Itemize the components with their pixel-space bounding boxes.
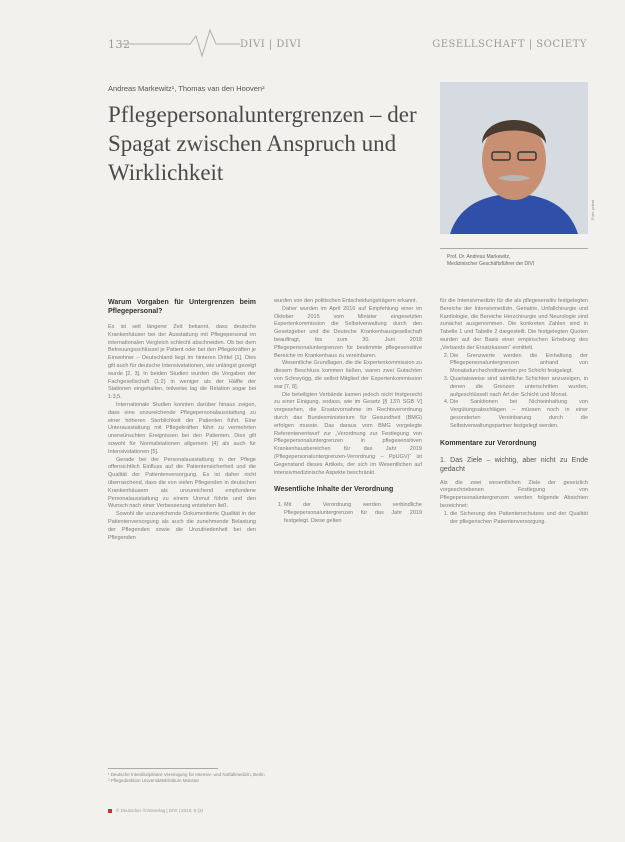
article-authors: Andreas Markewitz¹, Thomas van den Hooven² [108,84,265,93]
article-title: Pflegepersonaluntergrenzen – der Spagat zwischen Anspruch und Wirklichkeit [108,102,417,185]
footnote: ² Pflegedirektion Universitätsklinikum Münster [108,778,200,783]
caption-divider [440,248,588,249]
text-column-1 [108,298,256,542]
page-number: 132 [108,38,131,51]
paragraph: Daher wurden im April 2016 auf Empfehlung einer im Oktober 2015 vom Minister eingesetzten Expertenkommission die Selbstverwaltung durch den Gesetzgeber und die Deutsche Krankenhausgesellschaft beauftragt, bis zum 30. Juni 2018 Pflegepersonaluntergrenzen für bestimmte pflegesensitive Bereiche im Krankenhaus zu vereinbaren. [274,305,422,359]
paragraph: Es ist seit längerer Zeit bekannt, dass deutsche Krankenhäuser bei der Ausstattung mit Pflegepersonal im internationalen Vergleich schlecht abschneiden. Ob bei dem Betreuungsschlüssel je Patient oder bei den Pflegekräften je Einwohner – Deutschland liegt im hinteren Drittel [1]. Dies gilt auch für deutsche Intensivstationen, wie unlängst gezeigt wurde [2, 3]. In beiden Studien wurden die Vorgaben der Fachgesellschaft (1:2) in weniger als der Hälfte der Stationen eingehalten, teilweise lag die Relation sogar bei 1:3,5. [108,324,256,401]
paragraph: Wesentliche Grundlagen, die die Expertenkommission zu diesem Beschluss kommen ließen, waren zwei Gutachten von Schreyögg, die selbst Mitglied der Expertenkommission war [7, 8]. [274,360,422,390]
numbered-list [440,353,588,431]
numbered-list [274,502,422,525]
section-heading: Warum Vorgaben für Untergrenzen beim Pflegepersonal? [108,299,256,315]
red-square-icon [108,809,112,813]
paragraph: für die Intensivmedizin für die als pflegesensitiv festgelegten Bereiche der Intensivmedizin, Geriatrie, Unfallchirurgie und Kardiologie, die Bereiche Herzchirurgie und Neurologie sind zunächst ausgenommen. Die konkreten Zahlen sind in Tabelle 1 und Tabelle 2 dargestellt. Die festgelegten Quoten wurden auf der Basis einer empirischen Erhebung des „Verbands der Ersatzkassen“ ermittelt. [440,298,588,351]
photo-caption [447,254,587,268]
section-heading: Wesentliche Inhalte der Verordnung [274,486,394,494]
paragraph: Die beteiligten Verbände kamen jedoch nicht fristgerecht zu einer Einigung, sodass, wie im Gesetz [§ 137i SGB V] vorgesehen, die Ersatzvornahme im Rechtsverordnung durch das Bundesministerium für Gesundheit (BMG) erfolgen musste. Das daraus vom BMG vorgelegte Referentenentwurf zur „Verordnung zur Festlegung von Pflegepersonaluntergrenzen in pflegesensitiven Krankenhausbereichen für das Jahr 2019 (Pflegepersonaluntergrenzen-Verordnung – PpUGV)“ ist Gegenstand dieses Artikels, der sich im Wesentlichen auf intensivmedizinische Aspekte beschränkt. [274,391,422,476]
list-item: 1. Mit der Verordnung werden verbindliche Pflegepersonaluntergrenzen für das Jahr 2019 festgelegt. Diese gelten [284,502,422,525]
text-column-2 [274,298,422,526]
footnotes [108,772,265,784]
footer-citation: © Deutscher Ärzteverlag | DIVI | 2018; 9 (3) [116,808,203,813]
numbered-list [440,511,588,527]
subheading: 1. Das Ziele – wichtig, aber nicht zu Ende gedacht [440,456,588,473]
list-item: 3. Quartalsweise sind sämtliche Schichten anzuzeigen, in denen die Grenzen unterschritten wurden, aufgeschlüsselt nach Art der Schicht und Monat. [450,376,588,399]
paragraph: Internationale Studien konnten darüber hinaus zeigen, dass eine unzureichende Pflegepersonalausstattung zu einer höheren Sterblichkeit der Patienten führt. Eine Unterausstattung mit Pflegekräften führt zu vermehrten unerwünschten Ereignissen bei den Patienten. Dies gilt sowohl für Normalstationen allgemein [4] als auch für Intensivstationen [5]. [108,401,256,455]
footnote: ¹ Deutsche Interdisziplinäre Vereinigung für Intensiv- und Notfallmedizin, Berlin [108,772,265,777]
ecg-line-icon [120,26,240,60]
paragraph: Sowohl die unzureichende Dokumentierte Qualität in der Patientenversorgung als auch die zunehmende Belastung der Pflegenden sowie die Unzufriedenheit bei den Pflegenden [108,511,256,541]
caption-role: Medizinischer Geschäftsführer der DIVI [447,261,535,267]
running-header [0,38,625,58]
paragraph: Gerade bei der Personalausstattung in der Pflege offensichtlich Einfluss auf die Patientensicherheit und die Qualität der Patientenversorgung. Es ist daher nicht überraschend, dass die von vielen Pflegenden in deutschen Krankenhäusern als unzureichend empfundene Personalausstattung zu einem Unmut führte und den Wunsch nach einer Verbesserung entstehen ließ. [108,456,256,510]
caption-name: Prof. Dr. Andreas Markewitz, [447,254,511,260]
author-portrait [440,82,588,234]
paragraph: wurden von den politischen Entscheidungsträgern erkannt. [274,298,418,304]
section-label-left: DIVI | DIVI [240,39,302,50]
list-item: 2. Die Grenzwerte werden die Einhaltung der Pflegepersonaluntergrenzen anhand von Monatsdurchschnittswerten pro Schicht festgelegt. [450,353,588,376]
list-item: 4. Die Sanktionen bei Nichteinhaltung von Vergütungsabschlägen – müssen noch in einer gesonderten Vereinbarung durch die Selbstverwaltungspartner festgelegt werden. [450,399,588,430]
section-label-right: GESELLSCHAFT | SOCIETY [432,39,587,50]
page-footer [108,808,203,813]
section-heading: Kommentare zur Verordnung [440,439,537,447]
footnote-rule [108,768,218,769]
text-column-3 [440,298,588,526]
photo-credit: Foto: privat [590,199,595,220]
paragraph: Als die zwei wesentlichen Ziele der gesetzlich vorgeschriebenen Festlegung von Pflegepersonaluntergrenzen werden folgende Absichten bezeichnet: [440,479,588,509]
list-item: 1. die Sicherung des Patientenschutzes und der Qualität der pflegerischen Patientenversorgung. [450,511,588,527]
